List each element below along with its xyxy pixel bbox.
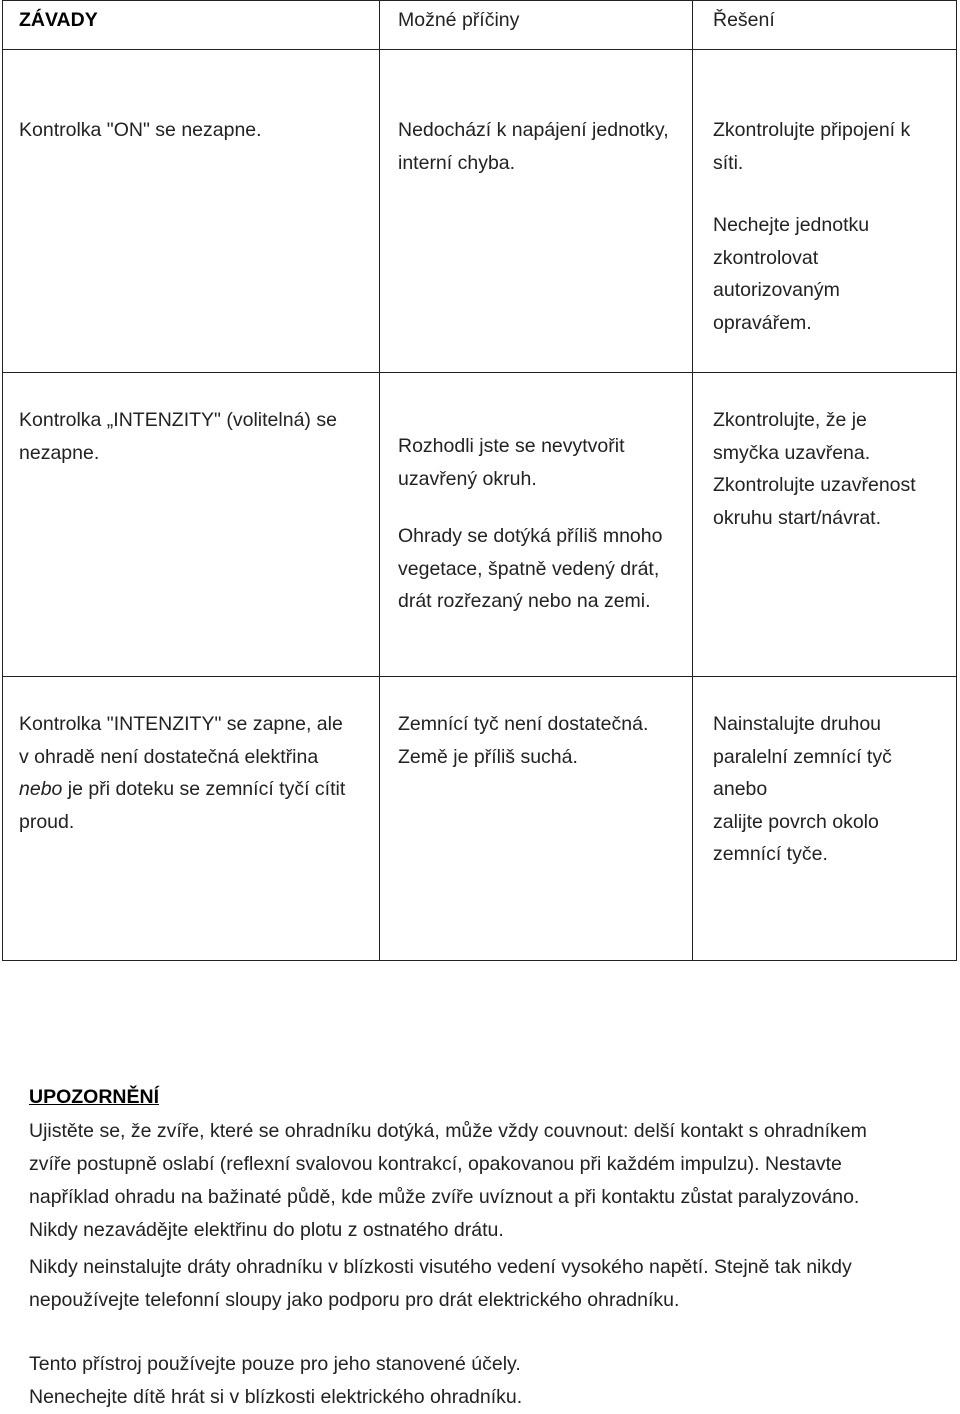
warning-line: Tento přístroj používejte pouze pro jeho stanovené účely. [29,1353,521,1375]
row3-fault [19,708,345,838]
table-column-rule [692,0,693,961]
row2-solution-line: smyčka uzavřena. [713,441,871,464]
warning-line: zvíře postupně oslabí (reflexní svalovou kontrakcí, opakovanou při každém impulzu). Nestavte [29,1153,842,1175]
row2-fault-line: Kontrolka „INTENZITY" (volitelná) se [19,409,337,431]
warning-line: Nikdy neinstalujte dráty ohradníku v blízkosti visutého vedení vysokého napětí. Stejně tak nikdy [29,1256,852,1278]
row2-cause-line: drát rozřezaný nebo na zemi. [398,590,651,612]
row3-fault-italic: nebo [19,778,63,800]
row2-cause-line: Rozhodli jste se nevytvořit [398,435,625,457]
row3-fault-line: proud. [19,810,75,833]
warning-heading: UPOZORNĚNÍ [29,1086,160,1108]
row3-causes [398,708,648,773]
row2-cause-line: vegetace, špatně vedený drát, [398,557,660,580]
row2-fault-line: nezapne. [19,441,100,464]
row3-solution-line: zalijte povrch okolo [713,810,879,833]
row1-causes [398,114,669,179]
row3-fault-line [19,773,345,806]
row1-fault-line: Kontrolka "ON" se nezapne. [19,119,262,141]
row3-solution-line: anebo [713,778,768,800]
row2-causes-b [398,520,662,618]
row1-solutions-b [713,209,869,339]
warning-line: Nenechejte dítě hrát si v blízkosti elektrického ohradníku. [29,1386,523,1408]
header-causes: Možné příčiny [398,9,520,31]
row1-solution-line: Nechejte jednotku [713,214,870,236]
table-rule [2,372,957,373]
warning-line: nepoužívejte telefonní sloupy jako podporu pro drát elektrického ohradníku. [29,1289,680,1311]
row3-solution-line: zemnící tyče. [713,843,828,865]
table-rule [2,49,957,50]
row3-cause-line: Zemnící tyč není dostatečná. [398,713,649,735]
warning-paragraph-3 [29,1348,949,1414]
row3-solution-line: Nainstalujte druhou [713,713,882,735]
row1-solution-line: opravářem. [713,311,812,334]
row2-cause-line: Ohrady se dotýká příliš mnoho [398,525,663,547]
row2-solution-line: okruhu start/návrat. [713,506,881,529]
row1-solution-line: Zkontrolujte připojení k [713,119,911,141]
row2-cause-line: uzavřený okruh. [398,467,537,490]
row1-cause-line: Nedochází k napájení jednotky, [398,119,669,141]
warning-line: Ujistěte se, že zvíře, které se ohradníku dotýká, může vždy couvnout: delší kontakt s ohradníkem [29,1120,867,1142]
header-faults: ZÁVADY [19,9,98,31]
row1-fault [19,114,262,147]
row3-solution-line: paralelní zemnící tyč [713,745,892,768]
row2-solution-line: Zkontrolujte uzavřenost [713,474,916,496]
row1-solution-line: autorizovaným [713,279,840,301]
row1-solutions-a [713,114,910,179]
warning-line: Nikdy nezavádějte elektřinu do plotu z ostnatého drátu. [29,1219,504,1241]
row3-fault-line: Kontrolka "INTENZITY" se zapne, ale [19,713,343,735]
warning-paragraph-1 [29,1115,949,1247]
row2-solution-line: Zkontrolujte, že je [713,409,867,431]
warning-title [29,1081,949,1114]
row2-solutions [713,404,916,534]
row3-cause-line: Země je příliš suchá. [398,745,578,768]
table-column-rule [379,0,380,961]
row1-cause-line: interní chyba. [398,151,516,174]
row2-causes-a [398,430,625,495]
row2-fault [19,404,337,469]
row3-solutions [713,708,892,871]
header-solutions: Řešení [713,9,775,31]
row3-fault-line: v ohradě není dostatečná elektřina [19,745,319,768]
table-rule [2,676,957,677]
row1-solution-line: zkontrolovat [713,246,819,269]
warning-line: například ohradu na bažinaté půdě, kde může zvíře uvíznout a při kontaktu zůstat paralyzováno. [29,1186,860,1208]
row3-fault-rest: je při doteku se zemnící tyčí cítit [62,778,346,800]
row1-solution-line: síti. [713,151,744,174]
warning-paragraph-2 [29,1251,949,1317]
